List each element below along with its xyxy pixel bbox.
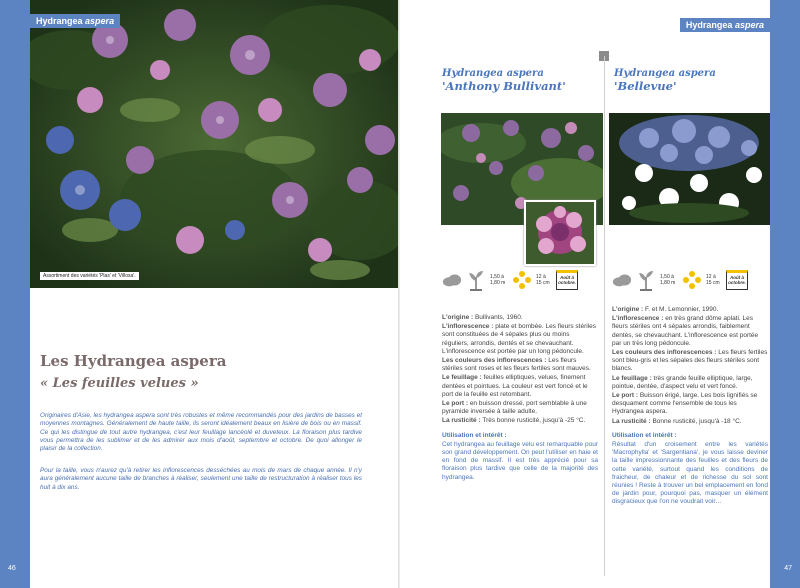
header-genus: Hydrangea — [685, 20, 733, 30]
plant-height-icon — [636, 270, 656, 290]
variety-1-title — [442, 67, 602, 93]
section-title: Les Hydrangea aspera — [40, 352, 227, 370]
hydrangea-assortment-photo — [30, 0, 400, 288]
variety-1-icons — [442, 270, 578, 290]
photo-caption: Assortiment des variétés 'Plas' et 'Villosa'. — [40, 272, 139, 280]
variety-1-name: Hydrangea aspera — [442, 68, 544, 79]
inflorescence-value: plate et bombée. Les fleurs stériles sont constituées de 4 sépales plus ou moins réguliers, arrondis, dentés et se chevauchant. L'inflorescence est portée par un long pédoncule. — [442, 323, 597, 355]
plant-height-icon — [466, 270, 486, 290]
variety-2-photo-illustration — [609, 113, 770, 225]
usage-text: Cet hydrangea au feuillage velu est remarquable pour son grand développement. On peut l'utiliser en haie et en fond de massif. Il est très apprécié pour sa floraison plus tardive que celle de la majorité des hydrangea. — [442, 440, 598, 481]
origine-label: L'origine : — [442, 314, 474, 321]
variety-2-cultivar: 'Bellevue' — [614, 79, 677, 93]
foliage-value: très grande feuille elliptique, large, pointue, dentée, d'aspect velu et vert foncé. — [612, 374, 753, 390]
left-header-band — [30, 14, 120, 28]
variety-1-description — [442, 314, 598, 483]
cloud-icon — [612, 270, 632, 290]
header-genus: Hydrangea — [36, 16, 83, 26]
variety-2-name: Hydrangea aspera — [614, 68, 716, 79]
calendar-icon — [726, 270, 748, 290]
variety-2-title — [614, 67, 774, 93]
hardiness-value: Bonne rusticité, jusqu'à -18 °C. — [652, 417, 742, 425]
usage-heading: Utilisation et intérêt : — [442, 431, 507, 439]
habit-label: Le port : — [442, 400, 468, 408]
hardiness-label: La rusticité : — [442, 417, 481, 425]
cloud-icon — [442, 270, 462, 290]
month-text: Août à octobre. — [728, 275, 746, 285]
right-header-band — [680, 18, 770, 32]
foliage-label: Le feuillage : — [442, 374, 482, 382]
size-text: 1,50 à 1,80 m — [490, 274, 506, 286]
variety-2-icons — [612, 270, 748, 290]
closeup-illustration — [526, 202, 594, 264]
size-text: 1,50 à 1,80 m — [660, 274, 676, 286]
origine-value: F. et M. Lemonnier, 1990. — [644, 306, 719, 313]
colors-label: Les couleurs des inflorescences : — [612, 349, 717, 357]
variety-1-flower-closeup — [524, 200, 596, 266]
page-number-left: 46 — [8, 565, 16, 572]
flower-size-text: 12 à 15 cm — [536, 274, 550, 286]
colors-value: Les fleurs fertiles sont bleu-gris et les sépales des fleurs stériles sont blancs. — [612, 349, 768, 373]
left-page-color-tab — [0, 0, 30, 588]
header-species: aspera — [85, 16, 115, 26]
intro-paragraph-2: Pour la taille, vous n'aurez qu'à retirer les inflorescences desséchées au mois de mars de chaque année. Il n'y aura généralement aucune taille de branches à réaliser, seulement une taille de restructuration à réaliser tous les huit à dix ans. — [40, 467, 362, 491]
section-subtitle: « Les feuilles velues » — [40, 376, 199, 391]
usage-heading: Utilisation et intérêt : — [612, 431, 677, 439]
hardiness-label: La rusticité : — [612, 417, 651, 425]
flower-sun-icon — [512, 270, 532, 290]
variety-2-photo — [609, 113, 770, 225]
origine-value: Bullivants, 1960. — [474, 314, 523, 321]
usage-text: Résultat d'un croisement entre les variétés 'Macrophylla' et 'Sargentiana', je vous laisse deviner la taille impressionnante des feuilles et des fleurs de cette variété, surtout quand les conditions de fraicheur, de chaleur et de richesse du sol sont réunies ! Reste à trouver un bel emplacement en fond de jardin pour, pourquoi pas, masquer un élément disgracieux que l'on ne voudrait voir… — [612, 441, 768, 506]
habit-label: Le port : — [612, 392, 638, 400]
hardiness-value: Très bonne rusticité, jusqu'à -25 °C. — [482, 417, 586, 425]
inflorescence-value: en très grand dôme aplati. Les fleurs stériles ont 4 sépales arrondis, faiblement dentés, se chevauchant. L'inflorescence est portée par un très long pédoncule. — [612, 315, 759, 347]
intro-paragraph-1: Originaires d'Asie, les hydrangea aspera sont très robustes et même recommandés pour des jardins de basses et moyennes montagnes. Généralement de haute taille, ils seront idéalement beaux en lisière de bois ou en massif. Ce qui les distingue de tout autre hydrangea, c'est leur feuillage lancéolé et duveteux. La floraison plus tardive vous permettra de les sublimer et de les admirer aux mois d'août, septembre et octobre. De quoi allonger le plaisir de la collection. — [40, 412, 362, 453]
flower-sun-icon — [682, 270, 702, 290]
foliage-label: Le feuillage : — [612, 374, 652, 382]
header-species: aspera — [734, 20, 764, 30]
inflorescence-label: L'inflorescence : — [612, 315, 664, 323]
foliage-value: feuilles elliptiques, velues, finement dentées et pointues. La couleur est vert foncé et le port de la feuille est retombant. — [442, 374, 588, 398]
calendar-icon — [556, 270, 578, 290]
habit-value: Buisson érigé, large. Les bois lignifiés se desquament comme l'ensemble de tous les Hydrangea aspera. — [612, 392, 758, 416]
right-page-color-tab — [770, 0, 800, 588]
page-number-right: 47 — [784, 565, 792, 572]
origine-label: L'origine : — [612, 306, 644, 313]
column-divider — [604, 56, 605, 576]
variety-1-cultivar: 'Anthony Bullivant' — [442, 79, 566, 93]
flower-size-text: 12 à 15 cm — [706, 274, 720, 286]
variety-2-description — [612, 306, 768, 508]
month-text: Août à octobre. — [558, 275, 576, 285]
inflorescence-label: L'inflorescence : — [442, 323, 494, 331]
habit-value: en buisson dressé, port semblable à une pyramide inversée à taille adulte. — [442, 400, 587, 416]
colors-label: Les couleurs des inflorescences : — [442, 357, 547, 365]
photo-illustration — [30, 0, 400, 288]
colors-value: Les fleurs stériles sont roses et les fleurs fertiles sont mauves. — [442, 357, 591, 373]
